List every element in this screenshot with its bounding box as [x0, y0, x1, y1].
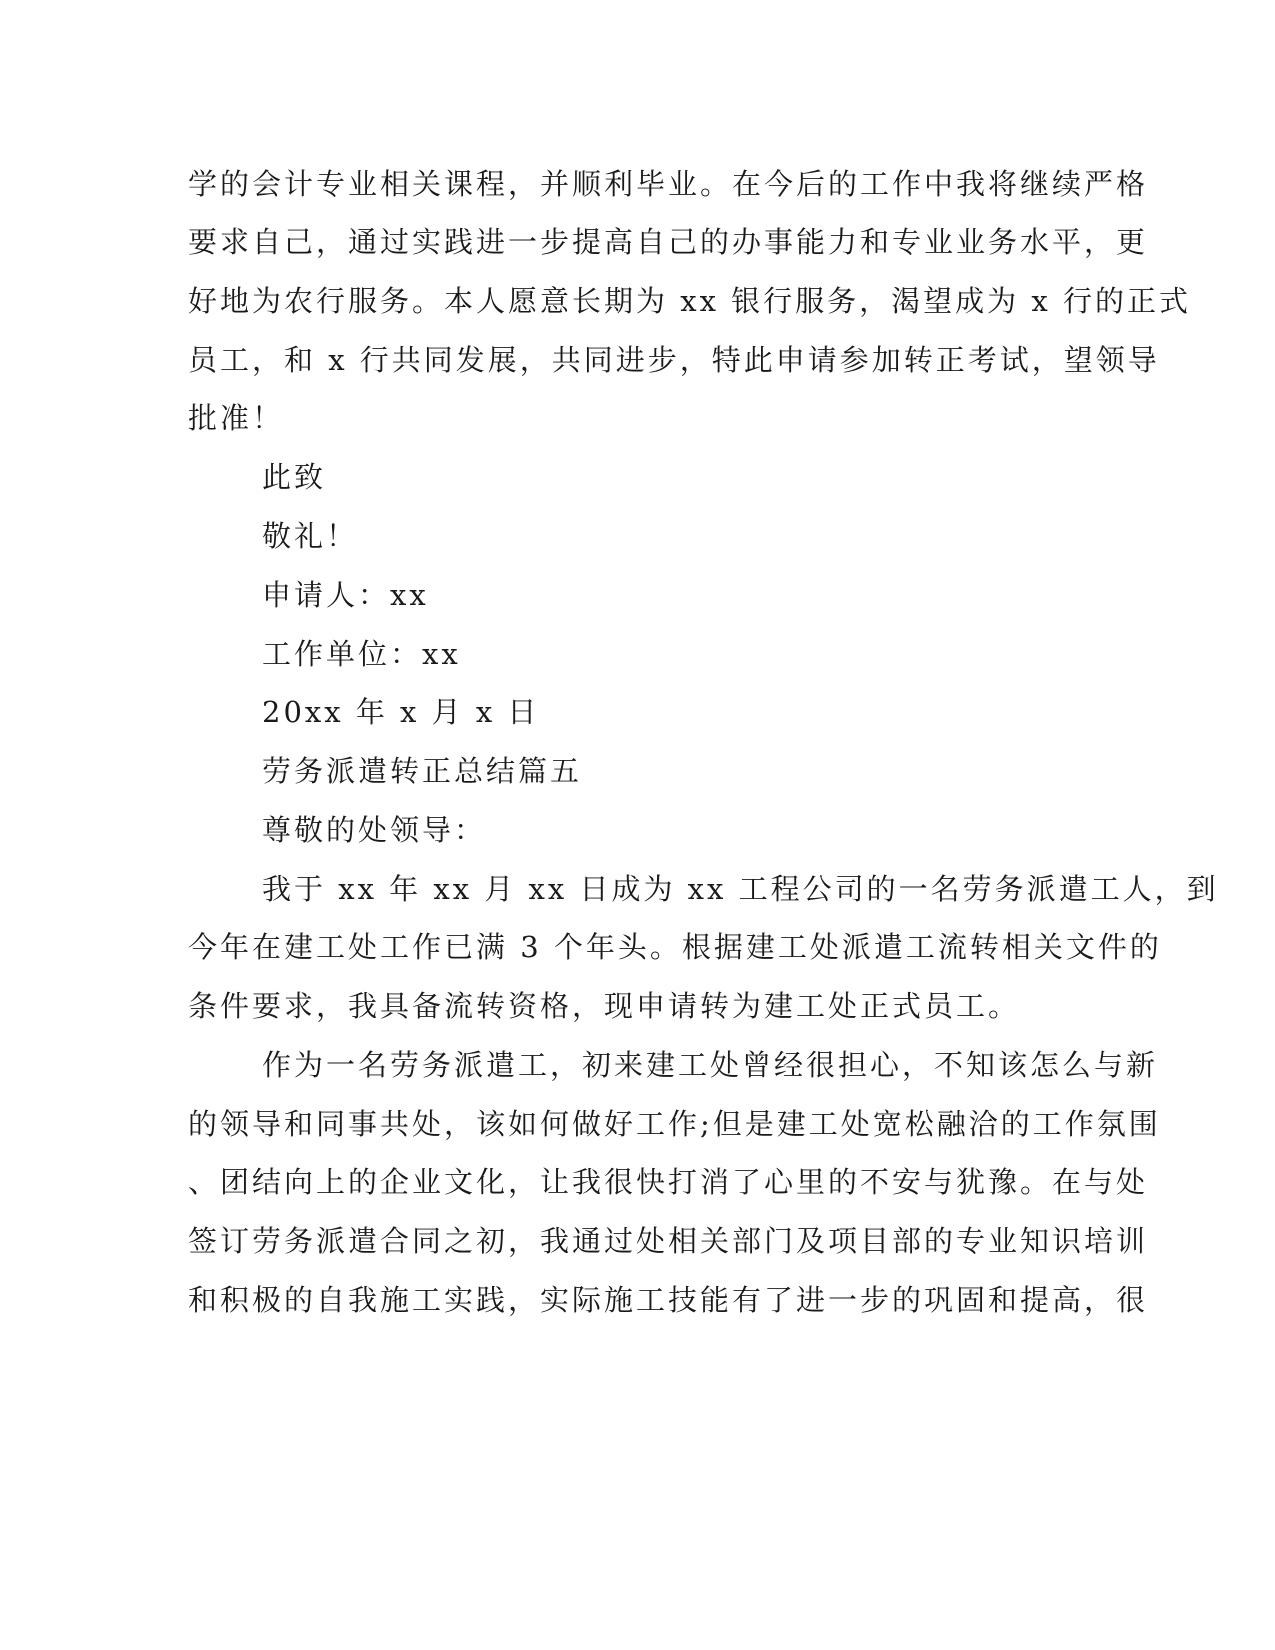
text-line: 条件要求，我具备流转资格，现申请转为建工处正式员工。: [188, 989, 1021, 1023]
text-line: 我于 xx 年 xx 月 xx 日成为 xx 工程公司的一名劳务派遣工人，到: [262, 872, 1219, 906]
text-line: 批准！: [188, 401, 285, 435]
text-line: 签订劳务派遣合同之初，我通过处相关部门及项目部的专业知识培训: [188, 1224, 1149, 1258]
text-line: 今年在建工处工作已满 3 个年头。根据建工处派遣工流转相关文件的: [188, 930, 1162, 964]
text-line: 的领导和同事共处，该如何做好工作;但是建工处宽松融洽的工作氛围: [188, 1107, 1161, 1141]
salutation-line: 此致: [262, 460, 327, 494]
text-line: 和积极的自我施工实践，实际施工技能有了进一步的巩固和提高，很: [188, 1283, 1149, 1317]
text-line: 好地为农行服务。本人愿意长期为 xx 银行服务，渴望成为 x 行的正式: [188, 284, 1191, 318]
text-line: 员工，和 x 行共同发展，共同进步，特此申请参加转正考试，望领导: [188, 343, 1160, 377]
text-line: 学的会计专业相关课程，并顺利毕业。在今后的工作中我将继续严格: [188, 167, 1149, 201]
section-title: 劳务派遣转正总结篇五: [262, 754, 583, 788]
applicant-line: 申请人：xx: [262, 578, 429, 612]
date-line: 20xx 年 x 月 x 日: [262, 695, 540, 729]
greeting-line: 尊敬的处领导：: [262, 813, 487, 847]
text-line: 要求自己，通过实践进一步提高自己的办事能力和专业业务水平，更: [188, 225, 1149, 259]
text-line: 、团结向上的企业文化，让我很快打消了心里的不安与犹豫。在与处: [188, 1165, 1149, 1199]
text-line: 作为一名劳务派遣工，初来建工处曾经很担心，不知该怎么与新: [262, 1048, 1159, 1082]
salutation-line: 敬礼！: [262, 519, 359, 553]
work-unit-line: 工作单位：xx: [262, 637, 461, 671]
